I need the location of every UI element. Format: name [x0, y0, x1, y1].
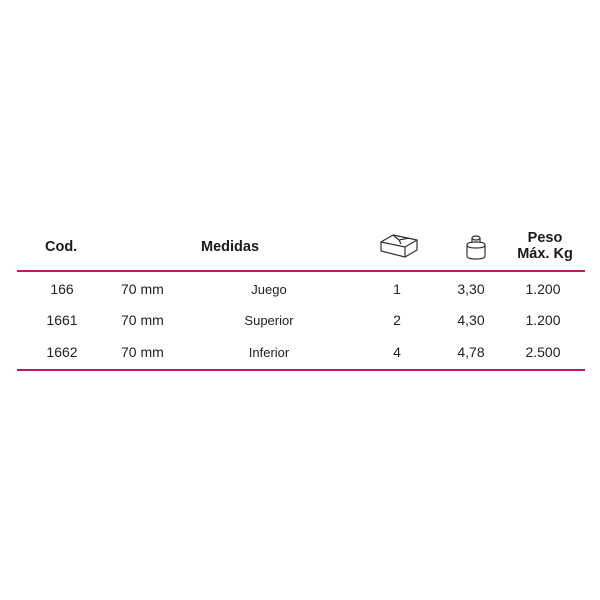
cell-peso: 1.200 [525, 312, 561, 328]
cell-qty: 1 [393, 280, 401, 297]
cell-qty: 4 [393, 343, 401, 360]
cell-type: Juego [251, 281, 287, 297]
table-row [17, 303, 585, 335]
header-cod: Cod. [45, 239, 78, 255]
cell-weight: 4,78 [457, 343, 485, 360]
cell-peso: 1.200 [525, 280, 561, 297]
cell-qty: 2 [393, 312, 401, 328]
header-medidas: Medidas [201, 239, 260, 255]
weight-icon [461, 232, 491, 262]
cell-size: 70 mm [121, 312, 164, 328]
cell-type: Inferior [248, 344, 290, 360]
cell-weight: 3,30 [457, 280, 485, 297]
cell-cod: 166 [50, 280, 74, 297]
table-row [17, 335, 585, 367]
cell-peso: 2.500 [525, 343, 561, 360]
header-peso-line2: Máx. Kg [517, 246, 573, 262]
table-bottom-divider [17, 369, 585, 371]
cell-size: 70 mm [121, 280, 164, 297]
cell-type: Superior [244, 313, 294, 328]
header-peso-line1: Peso [527, 230, 563, 246]
box-quantity-icon [379, 232, 419, 260]
header-peso [509, 230, 581, 262]
table-header [17, 226, 585, 270]
spec-table [17, 226, 585, 371]
cell-cod: 1661 [46, 312, 78, 328]
cell-size: 70 mm [121, 343, 164, 360]
cell-weight: 4,30 [457, 312, 485, 328]
table-row [17, 272, 585, 304]
cell-cod: 1662 [46, 343, 78, 360]
